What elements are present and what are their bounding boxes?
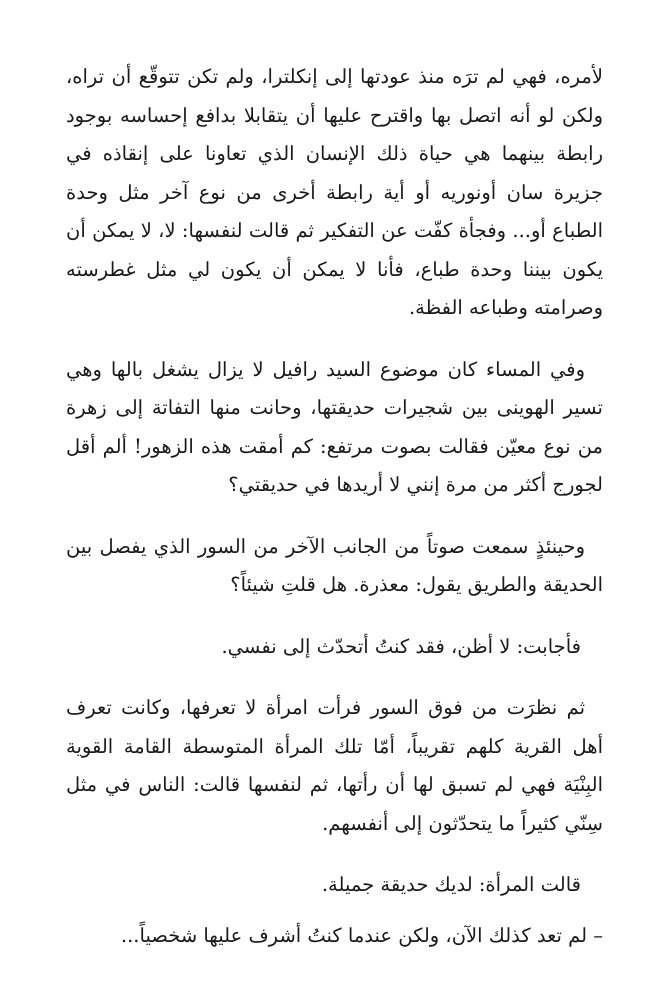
dialogue-paragraph: فأجابت: لا أظن، فقد كنتُ أتحدّث إلى نفسي. <box>221 634 581 658</box>
paragraph: ثم نظرَت من فوق السور فرأت امرأة لا تعرفها، وكانت تعرف أهل القرية كلهم تقريباً، أمّا تلك المرأة المتوسطة القامة القوية البِنْيَة فهي لم تسبق لها أن رأتها، ثم لنفسها قالت: الناس في مثل سِنّي كثيراً ما يتحدّثون إلى أنفسهم. <box>66 696 603 835</box>
dialogue-paragraph: – لم تعد كذلك الآن، ولكن عندما كنتُ أشرف عليها شخصياً... <box>120 923 603 947</box>
dialogue-paragraph: قالت المرأة: لديك حديقة جميلة. <box>321 873 581 896</box>
paragraph: وحينئذٍ سمعت صوتاً من الجانب الآخر من السور الذي يفصل بين الحديقة والطريق يقول: معذرة. هل قلتِ شيئاً؟ <box>66 534 603 596</box>
paragraph: لأمره، فهي لم ترَه منذ عودتها إلى إنكلترا، ولم تكن تتوقّع أن تراه، ولكن لو أنه اتصل بها واقترح عليها أن يتقابلا بدافع إحساسه بوجود رابطة بينهما هي حياة ذلك الإنسان الذي تعاونا على إنقاذه في جزيرة سان أونوريه أو أية رابطة أخرى من نوع آخر مثل وحدة الطباع أو... وفجأة كفّت عن التفكير ثم قالت لنفسها: لا، لا يمكن أن يكون بيننا وحدة طباع، فأنا لا يمكن أن يكون لي مثل غطرسته وصرامته وطباعه الفظة. <box>66 65 603 319</box>
paragraph: وفي المساء كان موضوع السيد رافيل لا يزال يشغل بالها وهي تسير الهوينى بين شجيرات حديقتها، وحانت منها التفاتة إلى زهرة من نوع معيّن فقالت بصوت مرتفع: كم أمقت هذه الزهور! ألم أقل لجورج أكثر من مرة إنني لا أريدها في حديقتي؟ <box>66 357 603 496</box>
